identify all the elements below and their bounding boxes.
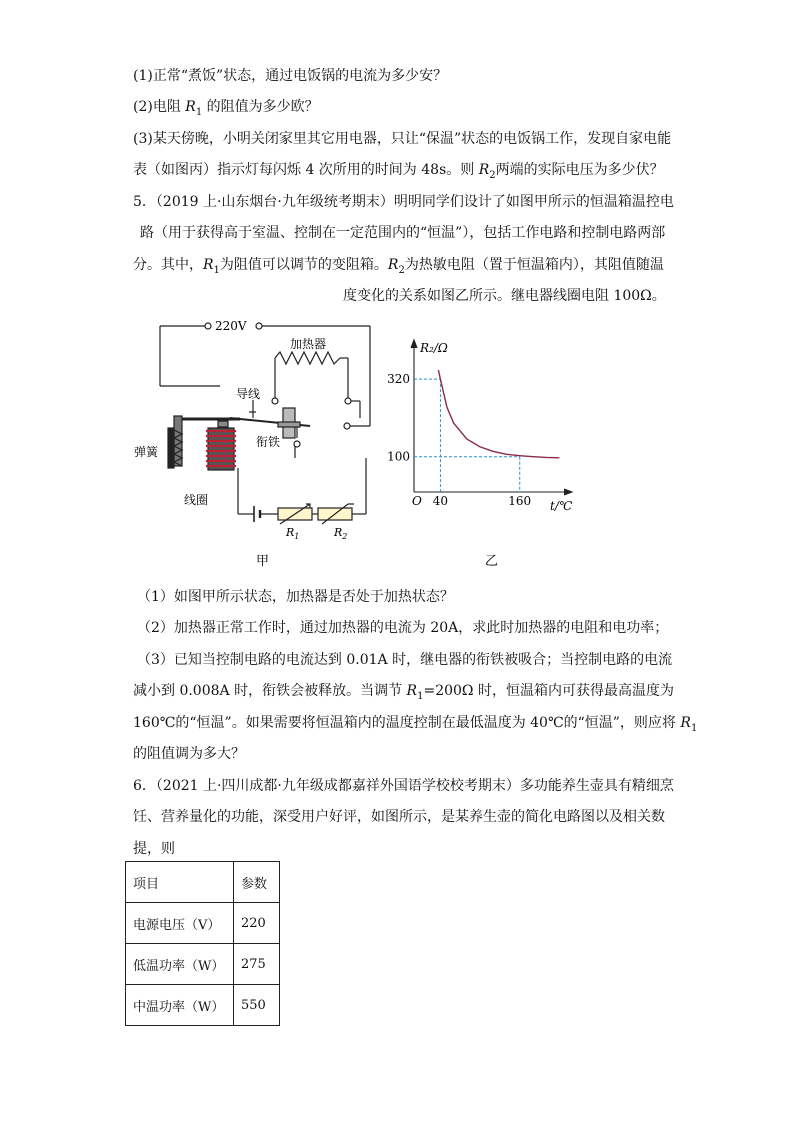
- y-tick-label: 100: [387, 449, 410, 464]
- q5-sub-3-cont-1: 减小到 0.008A 时，衔铁会被释放。当调节 $R_1=200\Omega$ 时，恒温箱内可获得最高温度为: [133, 683, 674, 702]
- table-cell: 550: [234, 985, 280, 1026]
- q4-sub-3: (3)某天傍晚，小明关闭家里其它用电器，只让“保温”状态的电饭锅工作，发现自家电能: [133, 131, 672, 147]
- q4-sub-2: (2)电阻 $R_1$ 的阻值为多少欧？: [133, 99, 319, 118]
- x-tick-label: 40: [432, 494, 449, 508]
- table-cell: 电源电压（V）: [126, 903, 234, 944]
- q5-stem-1: 5．（2019 上·山东烟台·九年级统考期末）明明同学们设计了如图甲所示的恒温箱温控电: [133, 194, 674, 210]
- table-cell: 低温功率（W）: [126, 944, 234, 985]
- table-row: [126, 862, 280, 903]
- table-cell: 项目: [126, 862, 234, 903]
- table-cell: 参数: [234, 862, 280, 903]
- q6-stem-3: 提，则: [133, 841, 175, 857]
- table-row: [126, 985, 280, 1026]
- table-row: [126, 944, 280, 985]
- q5-sub-2: （2）加热器正常工作时，通过加热器的电流为 20A，求此时加热器的电阻和电功率；: [137, 620, 669, 636]
- spring-label: 弹簧: [134, 445, 159, 459]
- figure-yi-graph: [387, 318, 590, 569]
- q6-stem-2: 饪、营养量化的功能，深受用户好评，如图所示，是某养生壶的简化电路图以及相关数: [133, 809, 665, 825]
- q4-sub-3-cont: 表（如图丙）指示灯每闪烁 4 次所用的时间为 48s。则 $R_2$两端的实际电压为多少伏？: [133, 162, 664, 181]
- caption-jia: 甲: [256, 554, 270, 569]
- table-row: [126, 903, 280, 944]
- table-cell: 220: [234, 903, 280, 944]
- q5-sub-1: （1）如图甲所示状态，加热器是否处于加热状态？: [137, 589, 454, 605]
- r2-label: $R_2$: [334, 526, 348, 541]
- table-cell: 275: [234, 944, 280, 985]
- armature-label: 衔铁: [256, 435, 281, 449]
- x-tick-label: 160: [508, 494, 532, 508]
- q5-stem-4: 度变化的关系如图乙所示。继电器线圈电阻 100Ω。: [343, 288, 666, 304]
- q6-stem-1: 6．（2021 上·四川成都·九年级成都嘉祥外国语学校校考期末）多功能养生壶具有精细烹: [133, 778, 674, 794]
- r1-label: $R_1$: [286, 526, 300, 541]
- q4-sub-1: (1)正常“煮饭”状态，通过电饭锅的电流为多少安？: [133, 68, 448, 84]
- y-tick-label: 320: [387, 372, 410, 387]
- q5-sub-3-cont-2: 160℃的“恒温”。如果需要将恒温箱内的温度控制在最低温度为 40℃的“恒温”，则应将 $R_1$: [133, 715, 698, 734]
- q5-stem-3: 分。其中，$R_1$为阻值可以调节的变阻箱。$R_2$为热敏电阻（置于恒温箱内），其阻值随温: [133, 257, 664, 276]
- origin-label: O: [412, 494, 422, 508]
- series-line: [438, 370, 559, 458]
- y-axis-label: R₂/Ω: [420, 341, 448, 355]
- heater-label: 加热器: [290, 337, 327, 351]
- voltage-label: 220V: [215, 319, 247, 333]
- q5-sub-3: （3）已知当控制电路的电流达到 0.01A 时，继电器的衔铁被吸合；当控制电路的电流: [137, 652, 673, 668]
- coil-label: 线圈: [184, 493, 209, 507]
- x-axis-label: t/℃: [550, 499, 573, 513]
- caption-yi: 乙: [485, 554, 499, 569]
- wire-label: 导线: [236, 387, 261, 401]
- table-cell: 中温功率（W）: [126, 985, 234, 1026]
- q5-stem-2: 路（用于获得高于室温、控制在一定范围内的“恒温”），包括工作电路和控制电路两部: [140, 225, 666, 241]
- q5-sub-3-cont-3: 的阻值调为多大？: [133, 746, 245, 762]
- parameter-table: [125, 861, 280, 1026]
